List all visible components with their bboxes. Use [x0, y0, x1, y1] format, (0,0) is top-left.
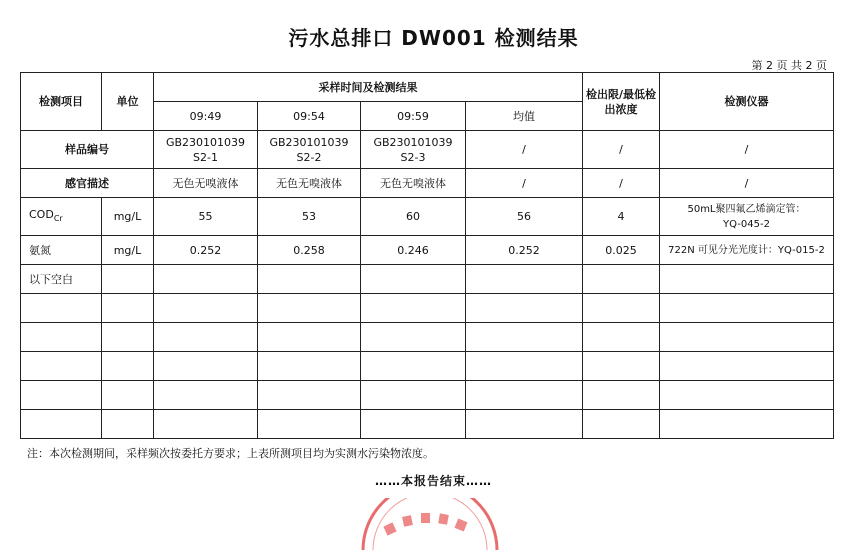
table-row [21, 294, 834, 323]
table-row [21, 381, 834, 410]
cell-mean: 0.252 [466, 236, 583, 265]
cell-instrument: 722N 可见分光光度计：YQ-015-2 [660, 236, 834, 265]
header-unit: 单位 [102, 73, 154, 131]
row-label [21, 198, 102, 236]
row-label: 样品编号 [21, 131, 154, 169]
footnote: 注：本次检测期间，采样频次按委托方要求；上表所测项目均为实测水污染物浓度。 [27, 447, 434, 460]
cell-value: 无色无嗅液体 [258, 169, 361, 198]
header-sampling: 采样时间及检测结果 [154, 73, 583, 102]
header-instrument: 检测仪器 [660, 73, 834, 131]
cell-unit: mg/L [102, 198, 154, 236]
header-time-2: 09:54 [258, 102, 361, 131]
header-mean: 均值 [466, 102, 583, 131]
header-time-1: 09:49 [154, 102, 258, 131]
cell-value: 55 [154, 198, 258, 236]
header-limit: 检出限/最低检出浓度 [583, 73, 660, 131]
blank-note: 以下空白 [21, 265, 102, 294]
table-row [21, 265, 834, 294]
cell-value: 60 [361, 198, 466, 236]
cell-limit: / [583, 169, 660, 198]
cell-limit: 4 [583, 198, 660, 236]
header-time-3: 09:59 [361, 102, 466, 131]
row-label: 氨氮 [21, 236, 102, 265]
cell-value: 无色无嗅液体 [361, 169, 466, 198]
table-row [21, 198, 834, 236]
cell-instrument: / [660, 169, 834, 198]
cell-mean: / [466, 169, 583, 198]
page-title: 污水总排口 DW001 检测结果 [288, 26, 579, 50]
cell-value: 0.252 [154, 236, 258, 265]
page-number: 第 2 页 共 2 页 [751, 59, 827, 72]
cell-mean: 56 [466, 198, 583, 236]
cell-instrument: 50mL聚四氟乙烯滴定管： YQ-045-2 [660, 198, 834, 236]
cell-value: 无色无嗅液体 [154, 169, 258, 198]
cell-mean: / [466, 131, 583, 169]
sample-id-2: GB230101039 S2-2 [258, 131, 361, 169]
report-end-text: ……本报告结束…… [374, 474, 492, 488]
cell-unit: mg/L [102, 236, 154, 265]
cell-limit: / [583, 131, 660, 169]
item-subscript: Cr [53, 214, 63, 224]
item-name: COD [29, 207, 54, 221]
cell-limit: 0.025 [583, 236, 660, 265]
cell-instrument: / [660, 131, 834, 169]
results-table [20, 72, 834, 439]
cell-value: 0.258 [258, 236, 361, 265]
table-row [21, 323, 834, 352]
table-row [21, 131, 834, 169]
table-row [21, 410, 834, 439]
sample-id-3: GB230101039 S2-3 [361, 131, 466, 169]
table-row [21, 236, 834, 265]
table-row [21, 352, 834, 381]
row-label: 感官描述 [21, 169, 154, 198]
sample-id-1: GB230101039 S2-1 [154, 131, 258, 169]
table-row [21, 169, 834, 198]
cell-value: 53 [258, 198, 361, 236]
header-item: 检测项目 [21, 73, 102, 131]
seal-stamp [355, 498, 505, 550]
cell-value: 0.246 [361, 236, 466, 265]
